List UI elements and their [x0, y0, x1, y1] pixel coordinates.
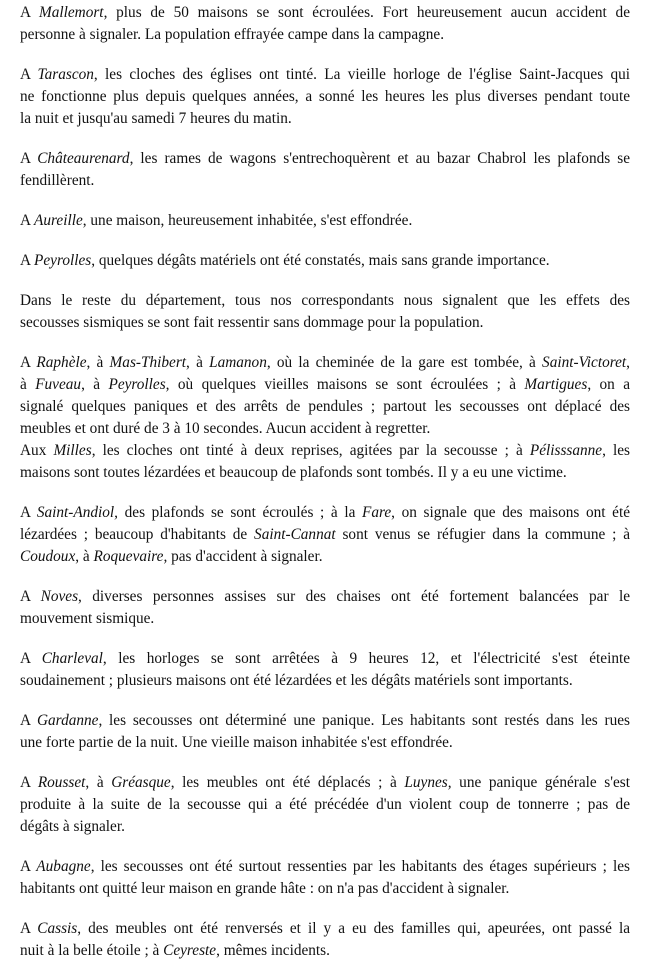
- text-line: [20, 670, 630, 692]
- text-segment: Dans le reste du département, tous nos correspondants nous signalent que les effets des: [20, 292, 630, 309]
- text-segment: , on a: [587, 376, 631, 393]
- place-name: Fuveau: [35, 376, 82, 393]
- text-segment: , les cloches ont tinté à deux reprises, agitées par la secousse ; à: [91, 442, 530, 459]
- text-line: [20, 250, 630, 272]
- text-segment: , les rames de wagons s'entrechoquèrent et au bazar Chabrol les plafonds se: [129, 150, 630, 167]
- text-line: [20, 816, 630, 838]
- text-segment: A: [20, 504, 37, 521]
- text-segment: , les meubles ont été déplacés ; à: [170, 774, 405, 791]
- paragraph-aureille: [20, 210, 630, 232]
- text-segment: pas d'accident à signaler.: [167, 548, 323, 565]
- paragraph-gardanne: [20, 710, 630, 754]
- text-segment: , les cloches des églises ont tinté. La vieille horloge de l'église Saint-Jacques qui: [93, 66, 630, 83]
- text-segment: nuit à la belle étoile ; à: [20, 942, 164, 959]
- text-segment: , les secousses ont déterminé une panique. Les habitants sont restés dans les rues: [98, 712, 630, 729]
- text-segment: , on signale que des maisons ont été: [391, 504, 631, 521]
- place-name: Rousset: [37, 774, 86, 791]
- place-name: Milles: [53, 442, 92, 459]
- place-name: Noves: [40, 588, 79, 605]
- text-line: [20, 290, 630, 312]
- text-line: [20, 856, 630, 878]
- text-segment: , les: [602, 442, 630, 459]
- text-segment: une panique générale s'est: [451, 774, 630, 791]
- text-line: [20, 502, 630, 524]
- text-segment: A: [20, 150, 38, 167]
- paragraph-mallemort: [20, 2, 630, 46]
- text-segment: , mêmes incidents.: [216, 942, 330, 959]
- text-segment: , quelques dégâts matériels ont été constatés, mais sans grande importance.: [91, 252, 550, 269]
- text-segment: A: [20, 712, 37, 729]
- text-segment: , à: [75, 548, 94, 565]
- place-name: Martigues: [524, 376, 588, 393]
- paragraph-departement: [20, 290, 630, 334]
- place-name: Ceyreste: [163, 942, 217, 959]
- paragraph-peyrolles: [20, 250, 630, 272]
- place-name: Cassis: [37, 920, 78, 937]
- text-line: [20, 86, 630, 108]
- text-segment: , à: [86, 354, 110, 371]
- text-segment: A: [20, 4, 39, 21]
- text-segment: maisons sont toutes lézardées et beaucoup de plafonds sont tombés. Il y a eu une victime.: [20, 464, 567, 481]
- place-name: Gréasque: [111, 774, 171, 791]
- text-line: [20, 524, 630, 546]
- text-segment: lézardées ; beaucoup d'habitants de: [20, 526, 255, 543]
- text-line: [20, 148, 630, 170]
- place-name: Lamanon: [209, 354, 267, 371]
- place-name: Raphèle: [36, 354, 87, 371]
- text-segment: , plus de 50 maisons se sont écroulées. Fort heureusement aucun accident de: [103, 4, 630, 21]
- text-segment: A: [20, 858, 37, 875]
- text-segment: sont venus se réfugier dans la commune ; à: [335, 526, 630, 543]
- text-segment: A: [20, 774, 38, 791]
- text-segment: A: [20, 212, 35, 229]
- text-segment: A: [20, 920, 38, 937]
- text-segment: , à: [186, 354, 210, 371]
- text-line: [20, 732, 630, 754]
- text-segment: à: [20, 376, 36, 393]
- paragraph-noves: [20, 586, 630, 630]
- text-segment: habitants ont quitté leur maison en grande hâte : on n'a pas d'accident à signaler.: [20, 880, 510, 897]
- paragraph-milles: [20, 440, 630, 484]
- text-segment: , les horloges se sont arrêtées à 9 heures 12, et l'électricité s'est éteinte: [102, 650, 631, 667]
- text-line: [20, 170, 630, 192]
- text-line: [20, 374, 630, 396]
- text-segment: la nuit et jusqu'au samedi 7 heures du matin.: [20, 110, 292, 127]
- text-line: [20, 24, 630, 46]
- text-line: [20, 210, 630, 232]
- text-line: [20, 418, 630, 440]
- text-segment: dégâts à signaler.: [20, 818, 125, 835]
- paragraph-cassis: [20, 918, 630, 962]
- text-line: [20, 586, 630, 608]
- text-segment: signalé quelques paniques et des arrêts de pendules ; partout les secousses ont déplacé des: [20, 398, 630, 415]
- text-segment: fendillèrent.: [20, 172, 95, 189]
- text-line: [20, 918, 630, 940]
- place-name: Peyrolles,: [108, 376, 170, 393]
- place-name: Aubagne: [36, 858, 91, 875]
- text-segment: , les secousses ont été surtout ressenties par les habitants des étages supérieurs ; les: [90, 858, 630, 875]
- place-name: Mallemort: [38, 4, 104, 21]
- text-segment: , à: [85, 774, 112, 791]
- paragraph-chateaurenard: [20, 148, 630, 192]
- text-line: [20, 2, 630, 24]
- paragraph-charleval: [20, 648, 630, 692]
- text-line: [20, 648, 630, 670]
- text-line: [20, 462, 630, 484]
- text-segment: A: [20, 650, 42, 667]
- place-name: Gardanne: [36, 712, 99, 729]
- place-name: Luynes,: [404, 774, 452, 791]
- text-segment: , des meubles ont été renversés et il y a eu des familles qui, apeurées, ont passé la: [77, 920, 630, 937]
- paragraph-rousset: [20, 772, 630, 838]
- place-name: Saint-Victoret: [542, 354, 627, 371]
- place-name: Pélisssanne: [529, 442, 603, 459]
- text-segment: , où la cheminée de la gare est tombée, à: [266, 354, 543, 371]
- text-segment: A: [20, 252, 35, 269]
- text-segment: secousses sismiques se sont fait ressentir sans dommage pour la population.: [20, 314, 484, 331]
- place-name: Tarascon: [37, 66, 94, 83]
- text-segment: où quelques vieilles maisons se sont écroulées ; à: [169, 376, 525, 393]
- text-segment: , une maison, heureusement inhabitée, s'est effondrée.: [82, 212, 413, 229]
- text-line: [20, 878, 630, 900]
- place-name: Saint-Andiol,: [36, 504, 118, 521]
- place-name: Aureille: [34, 212, 83, 229]
- text-line: [20, 352, 630, 374]
- place-name: Fare: [362, 504, 392, 521]
- text-segment: Aux: [20, 442, 54, 459]
- text-line: [20, 396, 630, 418]
- text-line: [20, 312, 630, 334]
- text-segment: une forte partie de la nuit. Une vieille maison inhabitée s'est effondrée.: [20, 734, 453, 751]
- text-line: [20, 772, 630, 794]
- text-segment: mouvement sismique.: [20, 610, 155, 627]
- text-line: [20, 108, 630, 130]
- text-line: [20, 794, 630, 816]
- place-name: Coudoux: [20, 548, 76, 565]
- place-name: Châteaurenard: [37, 150, 130, 167]
- place-name: Saint-Cannat: [254, 526, 336, 543]
- text-line: [20, 64, 630, 86]
- paragraph-raphele: [20, 352, 630, 440]
- text-segment: , à: [81, 376, 109, 393]
- text-line: [20, 440, 630, 462]
- text-segment: produite à la suite de la secousse qui a été précédée d'un violent coup de tonnerre ; pas de: [20, 796, 630, 813]
- place-name: Peyrolles: [34, 252, 92, 269]
- paragraph-aubagne: [20, 856, 630, 900]
- text-segment: A: [20, 66, 38, 83]
- text-segment: , diverses personnes assises sur des chaises ont été fortement balancées par le: [78, 588, 630, 605]
- text-line: [20, 710, 630, 732]
- text-segment: personne à signaler. La population effrayée campe dans la campagne.: [20, 26, 445, 43]
- text-segment: soudainement ; plusieurs maisons ont été lézardées et les dégâts matériels sont importants.: [20, 672, 573, 689]
- paragraph-tarascon: [20, 64, 630, 130]
- text-line: [20, 546, 630, 568]
- text-segment: ,: [626, 354, 630, 371]
- text-line: [20, 608, 630, 630]
- place-name: Roquevaire,: [93, 548, 168, 565]
- text-segment: A: [20, 588, 41, 605]
- text-segment: ne fonctionne plus depuis quelques années, a sonné les heures les plus diverses pendant toute: [20, 88, 630, 105]
- text-segment: des plafonds se sont écroulés ; à la: [118, 504, 362, 521]
- text-segment: A: [20, 354, 37, 371]
- text-segment: meubles et ont duré de 3 à 10 secondes. Aucun accident à regretter.: [20, 420, 431, 437]
- place-name: Charleval: [41, 650, 103, 667]
- place-name: Mas-Thibert: [109, 354, 187, 371]
- paragraph-saint-andiol: [20, 502, 630, 568]
- text-line: [20, 940, 630, 962]
